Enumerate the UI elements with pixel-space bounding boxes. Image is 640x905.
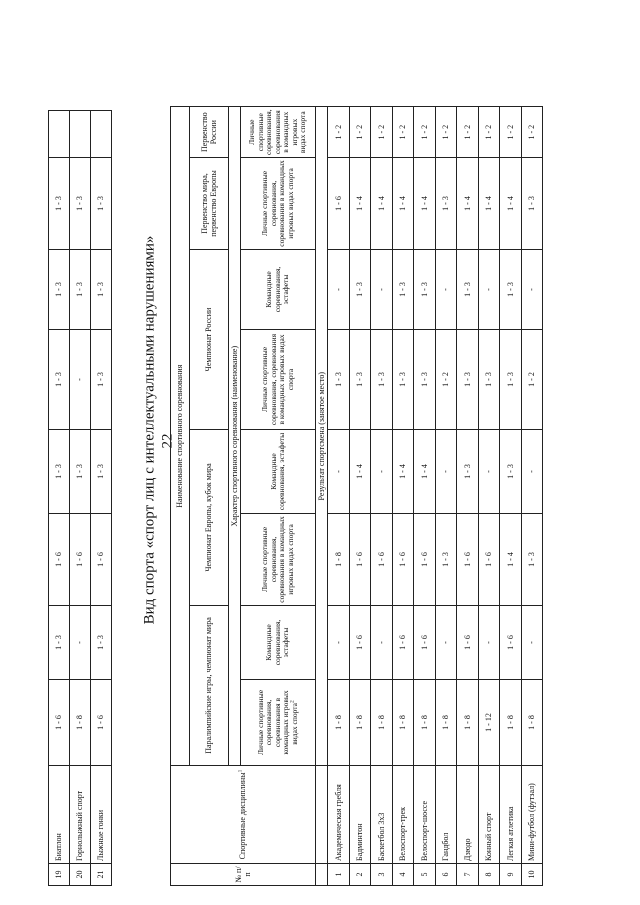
row-value: 1 - 6 — [392, 514, 414, 606]
row-discipline: Конный спорт — [478, 766, 500, 864]
row-number: 20 — [70, 864, 91, 886]
row-value: 1 - 2 — [349, 107, 371, 158]
table-row — [521, 107, 543, 886]
row-value: 1 - 8 — [500, 680, 522, 766]
row-value: 1 - 3 — [49, 606, 70, 680]
row-number: 8 — [478, 864, 500, 886]
row-value: 1 - 4 — [392, 158, 414, 250]
row-value: 1 - 3 — [414, 250, 436, 330]
header-team-2: Командные соревнования, эстафеты — [241, 430, 316, 514]
row-number: 5 — [414, 864, 436, 886]
row-value: 1 - 3 — [91, 330, 112, 430]
row-value: 1 - 8 — [392, 680, 414, 766]
row-value: 1 - 3 — [49, 158, 70, 250]
row-value: 1 - 4 — [349, 158, 371, 250]
row-value: - — [435, 606, 457, 680]
row-value: 1 - 3 — [435, 514, 457, 606]
header-disciplines: Спортивные дисциплины$^1$ — [171, 766, 316, 864]
row-value: 1 - 8 — [457, 680, 479, 766]
row-value: - — [371, 430, 393, 514]
row-discipline: Гандбол — [435, 766, 457, 864]
row-value: 1 - 4 — [414, 430, 436, 514]
row-number: 4 — [392, 864, 414, 886]
row-value: - — [70, 330, 91, 430]
row-value: - — [371, 250, 393, 330]
row-value: 1 - 6 — [49, 680, 70, 766]
table-row — [500, 107, 522, 886]
table-row — [91, 111, 112, 886]
header-group-europe-cup: Чемпионат Европы, кубок мира — [190, 430, 229, 606]
row-value: 1 - 2 — [521, 107, 543, 158]
row-discipline: Велоспорт-шоссе — [414, 766, 436, 864]
row-value: 1 - 3 — [70, 250, 91, 330]
row-value: 1 - 2 — [435, 330, 457, 430]
row-value: 1 - 3 — [49, 250, 70, 330]
row-discipline: Бадминтон — [349, 766, 371, 864]
header-personal-1: Личные спортивные соревнования, соревнования в командных игровых видах спорта$^2$ — [241, 680, 316, 766]
row-number: 19 — [49, 864, 70, 886]
row-discipline: Велоспорт-трек — [392, 766, 414, 864]
row-value: 1 - 4 — [457, 158, 479, 250]
row-value — [49, 111, 70, 158]
header-result: Результат спортсмена (занятое место) — [316, 107, 328, 766]
row-value: 1 - 3 — [457, 330, 479, 430]
row-value: 1 - 3 — [478, 330, 500, 430]
row-discipline: Мини-футбол (футзал) — [521, 766, 543, 864]
row-value: 1 - 3 — [49, 430, 70, 514]
row-value: 1 - 2 — [414, 107, 436, 158]
row-discipline: Горнолыжный спорт — [70, 766, 91, 864]
table-row — [371, 107, 393, 886]
row-value: 1 - 4 — [414, 158, 436, 250]
table-row — [457, 107, 479, 886]
row-value: 1 - 8 — [521, 680, 543, 766]
row-discipline: Дзюдо — [457, 766, 479, 864]
row-value: 1 - 8 — [371, 680, 393, 766]
row-number: 6 — [435, 864, 457, 886]
header-character: Характер спортивного соревнования (наименование) — [229, 107, 241, 766]
row-value: 1 - 4 — [392, 430, 414, 514]
row-number: 3 — [371, 864, 393, 886]
row-value — [91, 111, 112, 158]
row-discipline: Легкая атлетика — [500, 766, 522, 864]
header-group-russia-championship: Чемпионат России — [190, 250, 229, 430]
row-value: - — [371, 606, 393, 680]
table-row — [349, 107, 371, 886]
row-value: 1 - 4 — [371, 158, 393, 250]
row-value: 1 - 8 — [349, 680, 371, 766]
row-value: 1 - 3 — [457, 250, 479, 330]
row-number: 9 — [500, 864, 522, 886]
row-value: 1 - 6 — [478, 514, 500, 606]
row-value: 1 - 2 — [435, 107, 457, 158]
header-group-russia-youth: Первенство России — [190, 107, 229, 158]
row-value: 1 - 6 — [500, 606, 522, 680]
row-value: 1 - 3 — [349, 250, 371, 330]
table-row — [392, 107, 414, 886]
top-continuation-table — [48, 110, 112, 886]
header-personal-3: Личные спортивные соревнования, соревнования в командных игровых видах спорта — [241, 330, 316, 430]
row-value: 1 - 3 — [91, 250, 112, 330]
row-value: 1 - 6 — [371, 514, 393, 606]
row-value: 1 - 6 — [457, 606, 479, 680]
row-value: 1 - 2 — [371, 107, 393, 158]
row-value: - — [478, 606, 500, 680]
row-value: - — [328, 606, 350, 680]
row-discipline: Лыжные гонки — [91, 766, 112, 864]
table-row — [70, 111, 91, 886]
row-value: - — [478, 250, 500, 330]
row-value: 1 - 3 — [500, 250, 522, 330]
row-value: 1 - 3 — [414, 330, 436, 430]
row-value: 1 - 3 — [70, 158, 91, 250]
row-value: 1 - 8 — [435, 680, 457, 766]
row-value: 1 - 3 — [328, 330, 350, 430]
row-value: 1 - 3 — [392, 250, 414, 330]
row-value: - — [478, 430, 500, 514]
row-value: 1 - 12 — [478, 680, 500, 766]
row-value: - — [521, 430, 543, 514]
row-value: 1 - 8 — [70, 680, 91, 766]
row-value: 1 - 6 — [349, 514, 371, 606]
row-value: 1 - 6 — [328, 158, 350, 250]
row-value: 1 - 2 — [457, 107, 479, 158]
header-group-world-youth: Первенство мира, первенство Европы — [190, 158, 229, 250]
rotated-table-area — [48, 11, 608, 886]
row-value: 1 - 3 — [392, 330, 414, 430]
page-title: Вид спорта «спорт лиц с интеллектуальными нарушениями» — [141, 235, 158, 625]
row-value: 1 - 3 — [70, 430, 91, 514]
page-number: 22 — [159, 433, 176, 449]
row-value: - — [70, 606, 91, 680]
row-discipline: Биатлон — [49, 766, 70, 864]
row-value: - — [521, 250, 543, 330]
header-group-paralympic: Паралимпийские игры, чемпионат мира — [190, 606, 229, 766]
row-value: 1 - 3 — [371, 330, 393, 430]
row-value: 1 - 2 — [478, 107, 500, 158]
row-value: 1 - 3 — [521, 514, 543, 606]
row-value: - — [435, 430, 457, 514]
row-number: 7 — [457, 864, 479, 886]
row-value: 1 - 3 — [91, 430, 112, 514]
table-row — [435, 107, 457, 886]
header-personal-2: Личные спортивные соревнования, соревнования в командных игровых видах спорта — [241, 514, 316, 606]
table-row — [478, 107, 500, 886]
row-discipline: Академическая гребля — [328, 766, 350, 864]
row-value: 1 - 3 — [349, 330, 371, 430]
row-value: 1 - 6 — [457, 514, 479, 606]
row-value: 1 - 3 — [49, 330, 70, 430]
row-value: 1 - 2 — [392, 107, 414, 158]
row-value: 1 - 6 — [91, 680, 112, 766]
row-value: 1 - 6 — [70, 514, 91, 606]
header-competition-name: Наименование спортивного соревнования — [171, 107, 190, 766]
row-value: 1 - 6 — [91, 514, 112, 606]
header-personal-4: Личные спортивные соревнования, соревнования в командных игровых видах спорта — [241, 158, 316, 250]
row-value: 1 - 4 — [500, 514, 522, 606]
table-row — [328, 107, 350, 886]
row-number: 10 — [521, 864, 543, 886]
row-number: 2 — [349, 864, 371, 886]
row-value: 1 - 4 — [500, 158, 522, 250]
header-blank-disc — [316, 766, 328, 864]
table-row — [49, 111, 70, 886]
row-value: 1 - 4 — [478, 158, 500, 250]
table-row — [414, 107, 436, 886]
row-value: 1 - 3 — [91, 158, 112, 250]
row-value — [70, 111, 91, 158]
row-value: 1 - 8 — [328, 514, 350, 606]
row-value: 1 - 2 — [521, 330, 543, 430]
row-value: 1 - 3 — [457, 430, 479, 514]
row-value: 1 - 3 — [521, 158, 543, 250]
header-num: № п/п — [171, 864, 316, 886]
row-number: 1 — [328, 864, 350, 886]
row-value: - — [435, 250, 457, 330]
row-value: 1 - 3 — [91, 606, 112, 680]
header-blank-num — [316, 864, 328, 886]
row-value: 1 - 2 — [328, 107, 350, 158]
row-number: 21 — [91, 864, 112, 886]
header-team-1: Командные соревнования, эстафеты — [241, 606, 316, 680]
row-value: - — [328, 250, 350, 330]
row-discipline: Баскетбол 3х3 — [371, 766, 393, 864]
row-value: 1 - 8 — [414, 680, 436, 766]
row-value: 1 - 3 — [500, 430, 522, 514]
row-value: 1 - 6 — [414, 606, 436, 680]
header-team-3: Командные соревнования, эстафеты — [241, 250, 316, 330]
row-value: 1 - 2 — [500, 107, 522, 158]
row-value: 1 - 3 — [500, 330, 522, 430]
row-value: 1 - 6 — [49, 514, 70, 606]
row-value: 1 - 6 — [392, 606, 414, 680]
row-value: - — [328, 430, 350, 514]
row-value: 1 - 8 — [328, 680, 350, 766]
header-personal-5: Личные спортивные соревнования, соревнования в командных игровых видах спорта — [241, 107, 316, 158]
row-value: 1 - 4 — [349, 430, 371, 514]
row-value: 1 - 3 — [435, 158, 457, 250]
row-value: 1 - 6 — [349, 606, 371, 680]
main-table — [170, 106, 543, 886]
row-value: 1 - 6 — [414, 514, 436, 606]
row-value: - — [521, 606, 543, 680]
